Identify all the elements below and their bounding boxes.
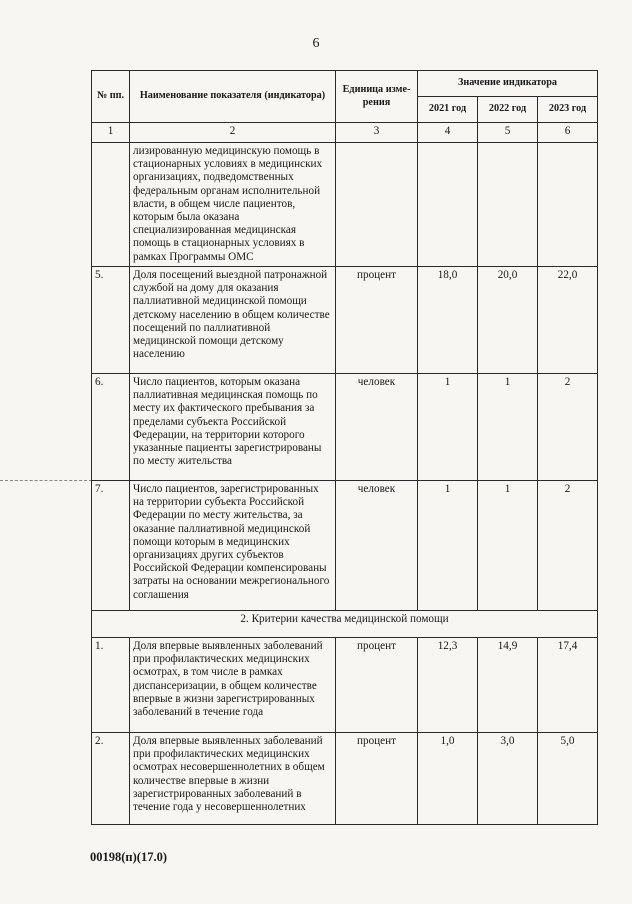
value-2021: 1 bbox=[418, 481, 478, 611]
section-row bbox=[92, 611, 598, 638]
row-unit: процент bbox=[336, 733, 418, 825]
header-unit: Единица изме-рения bbox=[336, 71, 418, 123]
indicator-table bbox=[91, 70, 598, 825]
value-2023: 2 bbox=[538, 374, 598, 481]
column-number-row bbox=[92, 123, 598, 143]
row-name: Доля впервые выявленных заболеваний при профилактических медицинских осмотрах несовершеннолетних в общем количестве впервые в жизни зарегистрированных заболеваний в течение года у несовершеннолетних bbox=[130, 733, 336, 825]
row-name: лизированную медицинскую помощь в стационарных условиях в медицинских организациях, подведомственных федеральным органам исполнительной власти, в общем числе пациентов, которым была оказана специализированная медицинская помощь в стационарных условиях в рамках Программы ОМС bbox=[130, 143, 336, 267]
row-unit: человек bbox=[336, 481, 418, 611]
row-number: 1. bbox=[92, 638, 130, 733]
header-2022: 2022 год bbox=[478, 97, 538, 123]
value-2021: 1,0 bbox=[418, 733, 478, 825]
scan-artifact-line bbox=[0, 480, 92, 481]
page-number: 6 bbox=[312, 36, 320, 51]
table-row bbox=[92, 143, 598, 267]
value-2023: 2 bbox=[538, 481, 598, 611]
table-row bbox=[92, 733, 598, 825]
section-title: 2. Критерии качества медицинской помощи bbox=[92, 611, 598, 638]
row-name: Число пациентов, которым оказана паллиативная медицинская помощь по месту их фактического пребывания за пределами субъекта Российской Федерации, на территории которого указанные пациенты зарегистрированы по месту жительства bbox=[130, 374, 336, 481]
value-2022: 20,0 bbox=[478, 267, 538, 374]
value-2022 bbox=[478, 143, 538, 267]
row-number bbox=[92, 143, 130, 267]
header-2023: 2023 год bbox=[538, 97, 598, 123]
value-2021: 12,3 bbox=[418, 638, 478, 733]
value-2022: 1 bbox=[478, 374, 538, 481]
column-number: 6 bbox=[538, 123, 598, 143]
row-unit: человек bbox=[336, 374, 418, 481]
row-unit bbox=[336, 143, 418, 267]
column-number: 3 bbox=[336, 123, 418, 143]
value-2023: 22,0 bbox=[538, 267, 598, 374]
row-name: Доля посещений выездной патронажной службой на дому для оказания паллиативной медицинской помощи детскому населению в общем количестве посещений по паллиативной медицинской помощи детскому населению bbox=[130, 267, 336, 374]
value-2023: 17,4 bbox=[538, 638, 598, 733]
value-2022: 3,0 bbox=[478, 733, 538, 825]
row-number: 7. bbox=[92, 481, 130, 611]
header-2021: 2021 год bbox=[418, 97, 478, 123]
value-2021: 1 bbox=[418, 374, 478, 481]
header-num: № пп. bbox=[92, 71, 130, 123]
header-value-group: Значение индикатора bbox=[418, 71, 598, 97]
row-unit: процент bbox=[336, 267, 418, 374]
value-2023 bbox=[538, 143, 598, 267]
table-row bbox=[92, 267, 598, 374]
row-unit: процент bbox=[336, 638, 418, 733]
column-number: 5 bbox=[478, 123, 538, 143]
header-name: Наименование показателя (индикатора) bbox=[130, 71, 336, 123]
row-number: 5. bbox=[92, 267, 130, 374]
table-row bbox=[92, 374, 598, 481]
row-number: 2. bbox=[92, 733, 130, 825]
row-name: Число пациентов, зарегистрированных на территории субъекта Российской Федерации по месту жительства, за оказание паллиативной медицинской помощи которым в медицинских организациях других субъектов Российской Федерации компенсированы затраты на основании межрегионального соглашения bbox=[130, 481, 336, 611]
column-number: 1 bbox=[92, 123, 130, 143]
value-2023: 5,0 bbox=[538, 733, 598, 825]
column-number: 4 bbox=[418, 123, 478, 143]
table-row bbox=[92, 638, 598, 733]
table-row bbox=[92, 481, 598, 611]
value-2022: 14,9 bbox=[478, 638, 538, 733]
row-name: Доля впервые выявленных заболеваний при профилактических медицинских осмотрах, в том числе в рамках диспансеризации, в общем количестве впервые в жизни зарегистрированных заболеваний в течение года bbox=[130, 638, 336, 733]
value-2022: 1 bbox=[478, 481, 538, 611]
value-2021 bbox=[418, 143, 478, 267]
value-2021: 18,0 bbox=[418, 267, 478, 374]
document-code: 00198(п)(17.0) bbox=[90, 850, 167, 864]
column-number: 2 bbox=[130, 123, 336, 143]
row-number: 6. bbox=[92, 374, 130, 481]
